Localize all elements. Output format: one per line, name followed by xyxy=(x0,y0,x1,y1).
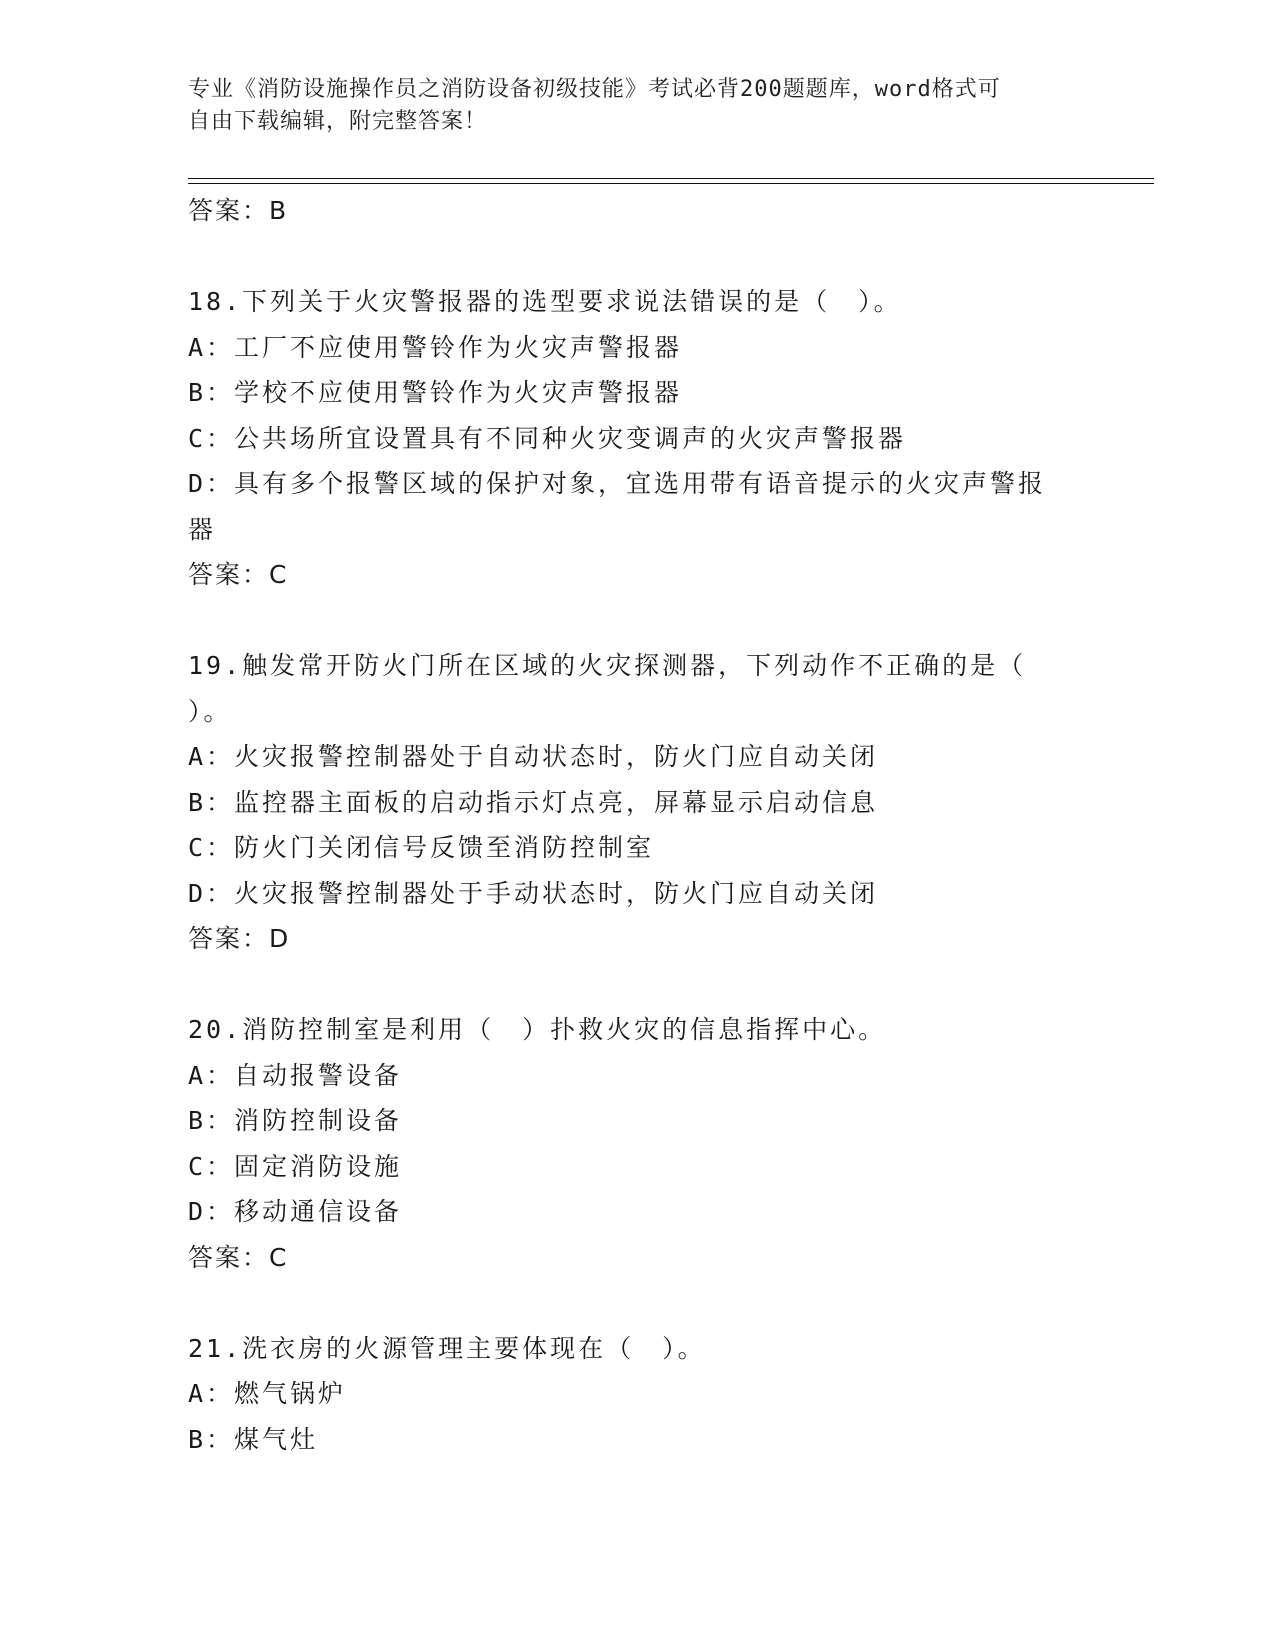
option-d: D：具有多个报警区域的保护对象，宜选用带有语音提示的火灾声警报 xyxy=(188,469,1047,498)
option-d: D：移动通信设备 xyxy=(188,1197,403,1226)
option-a: A：火灾报警控制器处于自动状态时，防火门应自动关闭 xyxy=(188,742,879,771)
question-block xyxy=(188,1007,1088,1280)
spacer xyxy=(188,962,1088,1008)
option-a: A：燃气锅炉 xyxy=(188,1379,347,1408)
option-b: B：学校不应使用警铃作为火灾声警报器 xyxy=(188,378,683,407)
header-divider-bottom xyxy=(188,183,1154,184)
answer-line: 答案：C xyxy=(188,560,289,589)
header-line-2: 自由下载编辑，附完整答案！ xyxy=(188,109,488,134)
option-c: C：公共场所宜设置具有不同种火灾变调声的火灾声警报器 xyxy=(188,423,907,453)
question-stem: 19.触发常开防火门所在区域的火灾探测器，下列动作不正确的是（ xyxy=(188,651,1027,680)
question-list xyxy=(188,188,1088,1462)
question-stem-continued: ）。 xyxy=(188,696,232,726)
header-divider-top xyxy=(188,178,1154,179)
question-stem: 18.下列关于火灾警报器的选型要求说法错误的是（ ）。 xyxy=(188,287,902,316)
spacer xyxy=(188,234,1088,280)
option-d: D：火灾报警控制器处于手动状态时，防火门应自动关闭 xyxy=(188,878,879,908)
question-stem: 20.消防控制室是利用（ ）扑救火灾的信息指挥中心。 xyxy=(188,1015,887,1044)
option-b: B：煤气灶 xyxy=(188,1424,319,1454)
header-line-1: 专业《消防设施操作员之消防设备初级技能》考试必背200题题库，word格式可 xyxy=(188,77,1001,102)
option-d-continued: 器 xyxy=(188,514,217,544)
option-c: C：防火门关闭信号反馈至消防控制室 xyxy=(188,833,655,862)
answer-line: 答案：B xyxy=(188,196,289,225)
question-block xyxy=(188,1326,1088,1463)
answer-line: 答案：D xyxy=(188,924,291,953)
option-b: B：监控器主面板的启动指示灯点亮，屏幕显示启动信息 xyxy=(188,787,879,817)
option-b: B：消防控制设备 xyxy=(188,1106,403,1135)
answer-line: 答案：C xyxy=(188,1242,289,1272)
option-c: C：固定消防设施 xyxy=(188,1151,403,1181)
page-header xyxy=(188,74,1088,138)
question-block xyxy=(188,643,1088,962)
option-a: A：自动报警设备 xyxy=(188,1060,403,1090)
spacer xyxy=(188,1280,1088,1326)
question-block xyxy=(188,279,1088,598)
question-stem: 21.洗衣房的火源管理主要体现在（ ）。 xyxy=(188,1333,706,1363)
option-a: A：工厂不应使用警铃作为火灾声警报器 xyxy=(188,332,683,362)
spacer xyxy=(188,598,1088,644)
